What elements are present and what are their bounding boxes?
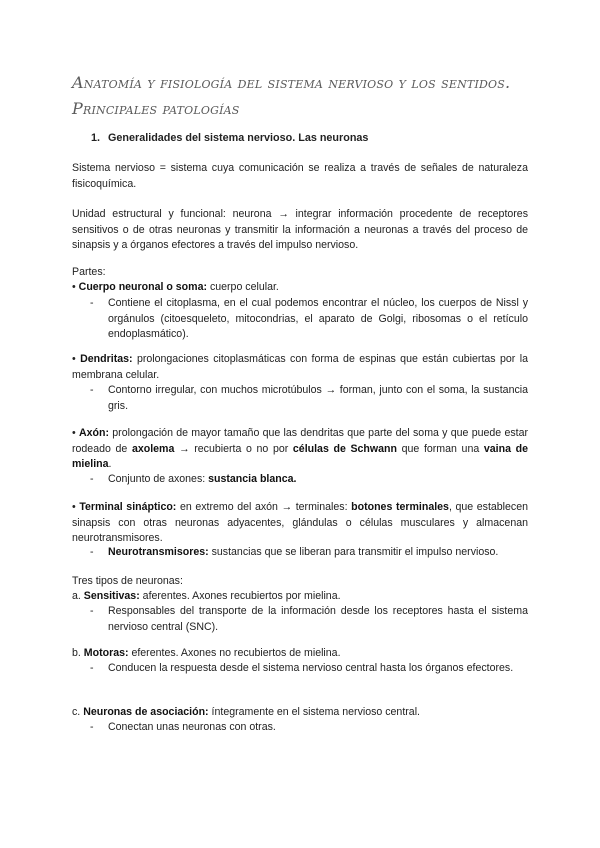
soma-subitem: Contiene el citoplasma, en el cual podemos encontrar el núcleo, los cuerpos de Nissl y orgánulos (citoesqueleto, mitocondrias, el aparato de Golgi, ribosomas o el retículo endoplasmático). (108, 297, 528, 340)
axon-subitem (108, 472, 528, 488)
bullet: • (72, 353, 76, 365)
type-a-desc: aferentes. Axones recubiertos por mielina. (139, 590, 341, 602)
dendritas-desc: prolongaciones citoplasmáticas con forma de espinas que están cubiertas por la membrana celular. (72, 353, 528, 381)
bullet: • (72, 501, 76, 513)
dash-marker: - (90, 297, 94, 309)
terminal-desc: , que establecen sinapsis con otras neuronas adyacentes, glándulas o células musculares y almacenan neurotransmisores. (72, 501, 529, 544)
type-c-prefix: c. (72, 706, 84, 718)
type-b-subitem: Conducen la respuesta desde el sistema nervioso central hasta los órganos efectores. (108, 662, 514, 674)
dash-marker: - (90, 546, 94, 558)
axon-desc: . (108, 458, 112, 470)
type-a-term: Sensitivas: (83, 590, 140, 602)
dash-marker: - (90, 662, 94, 674)
axon-item (72, 426, 528, 473)
botones-term: botones terminales (351, 501, 449, 513)
dash-marker: - (90, 605, 94, 617)
dash-marker: - (90, 473, 94, 485)
soma-term: Cuerpo neuronal o soma: (78, 281, 207, 293)
section-heading-text: Generalidades del sistema nervioso. Las neuronas (108, 132, 369, 144)
axon-term: Axón: (79, 427, 110, 439)
bullet: • (72, 281, 76, 293)
parts-label: Partes: (72, 266, 106, 278)
terminal-desc: en extremo del axón → terminales: (176, 501, 352, 513)
type-b-prefix: b. (72, 647, 84, 659)
sustancia-blanca-term: sustancia blanca. (208, 473, 297, 485)
title-line-1: Anatomía y fisiología del sistema nervioso y los sentidos. (72, 73, 511, 92)
dendritas-subitem: Contorno irregular, con muchos microtúbulos → forman, junto con el soma, la sustancia gris. (108, 384, 528, 412)
type-a-subitem: Responsables del transporte de la información desde los receptores hasta el sistema nervioso central (SNC). (108, 605, 528, 633)
dash-marker: - (90, 721, 94, 733)
terminal-item (72, 500, 528, 547)
vaina-term: vaina de mielina (72, 442, 528, 470)
type-b-desc: eferentes. Axones no recubiertos de mielina. (128, 647, 341, 659)
type-b-term: Motoras: (83, 647, 129, 659)
bullet: • (72, 427, 76, 439)
type-c-term: Neuronas de asociación: (83, 706, 209, 718)
axolema-term: axolema (131, 442, 175, 455)
type-a-prefix: a. (72, 590, 84, 602)
soma-item (72, 280, 528, 296)
dash-marker: - (90, 384, 94, 396)
neurotransmisores-term: Neurotransmisores: (108, 546, 209, 558)
unit-paragraph: Unidad estructural y funcional: neurona → integrar información procedente de receptores sensitivos o de otras neuronas y transmitir la información a neuronas a través del proceso de sinapsis y a órganos efectores a través del impulso nervioso. (72, 208, 528, 251)
type-c-subitem: Conectan unas neuronas con otras. (108, 721, 276, 733)
type-b-item (72, 646, 528, 662)
type-c-item (72, 705, 528, 721)
definition-paragraph: Sistema nervioso = sistema cuya comunicación se realiza a través de señales de naturaleza fisicoquímica. (72, 162, 528, 190)
type-c-desc: íntegramente en el sistema nervioso central. (208, 706, 420, 718)
axon-desc: que forman una (396, 442, 484, 455)
title-line-2: Principales patologías (72, 99, 240, 118)
schwann-term: células de Schwann (292, 442, 397, 455)
dendritas-term: Dendritas: (80, 353, 133, 365)
document-title (72, 70, 542, 122)
soma-desc: cuerpo celular. (207, 281, 279, 293)
terminal-term: Terminal sináptico: (79, 501, 177, 513)
axon-sub-prefix: Conjunto de axones: (108, 473, 209, 485)
dendritas-item (72, 352, 528, 383)
axon-desc: → recubierta o no por (174, 442, 293, 455)
terminal-subitem (108, 545, 528, 561)
types-label: Tres tipos de neuronas: (72, 575, 183, 587)
type-a-item (72, 589, 528, 605)
terminal-sub-text: sustancias que se liberan para transmitir el impulso nervioso. (208, 546, 499, 558)
section-number: 1. (91, 132, 101, 144)
section-heading (91, 131, 368, 147)
axon-desc: prolongación de mayor tamaño que las dendritas que parte del soma y que puede estar rodeado de (72, 427, 528, 455)
